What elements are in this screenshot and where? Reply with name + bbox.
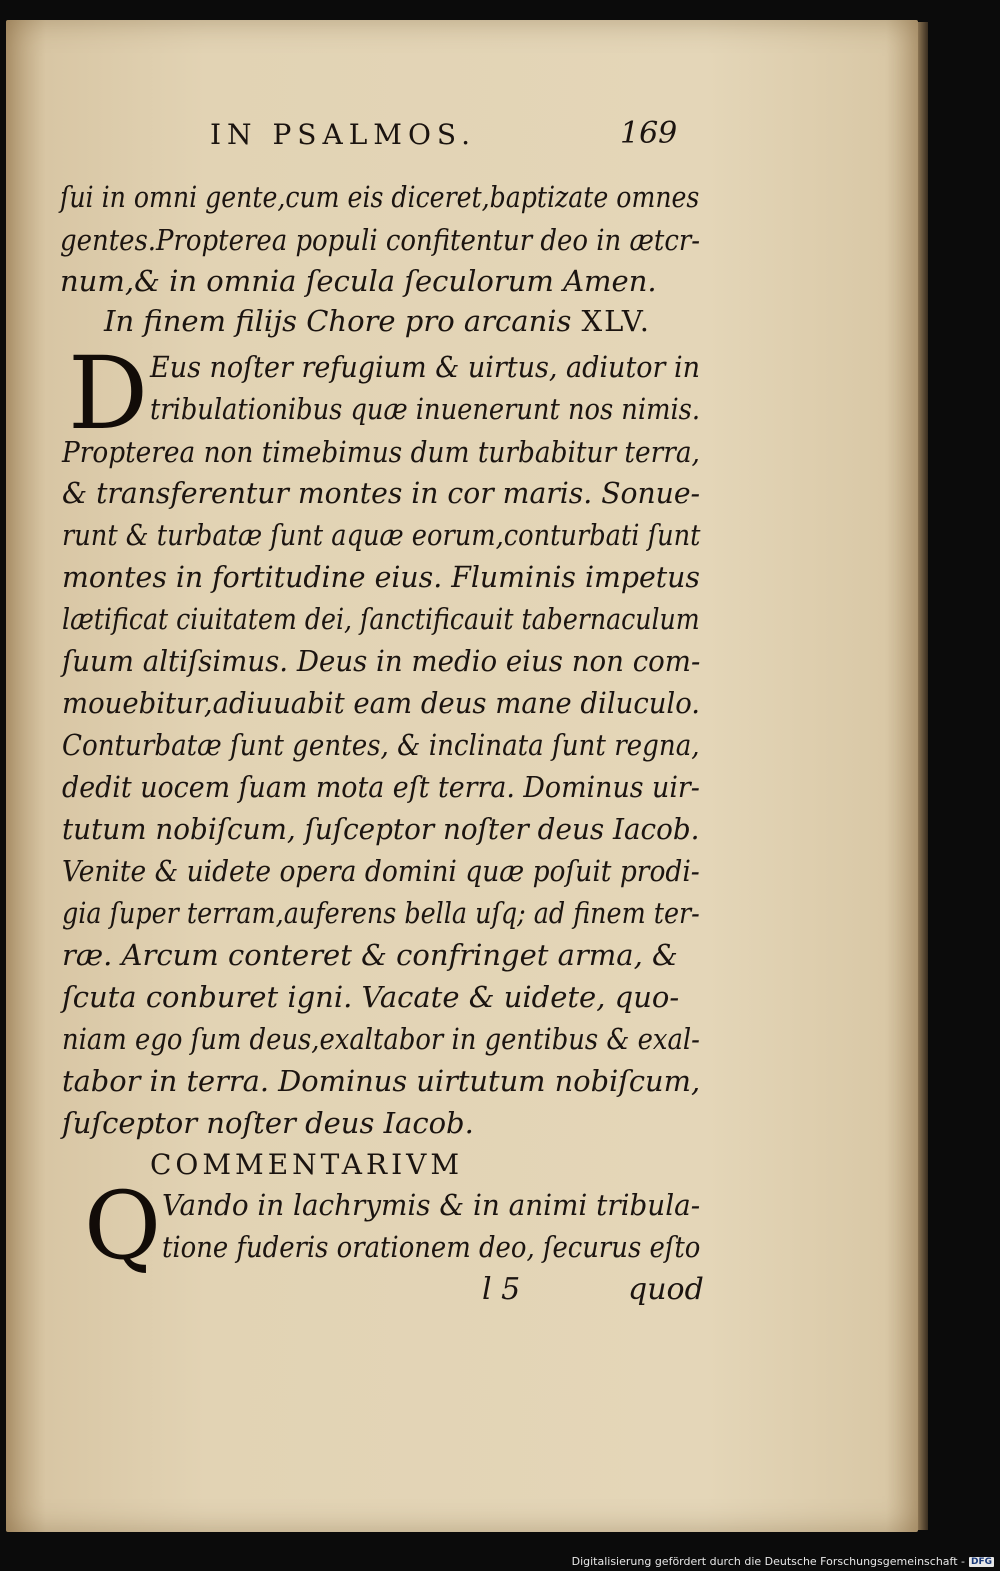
commentary-heading: COMMENTARIVM — [150, 1148, 464, 1181]
text-line: Conturbatæ ſunt gentes, & inclinata ſunt regna, — [62, 728, 700, 762]
text-line: montes in fortitudine eius. Fluminis impetus — [62, 560, 700, 594]
catchword: quod — [628, 1272, 704, 1307]
text-line: gentes.Propterea populi confitentur deo in ætcr- — [60, 223, 701, 257]
text-line: Eus noſter refugium & uirtus, adiutor in — [150, 350, 701, 384]
text-line: num,& in omnia ſecula ſeculorum Amen. — [60, 264, 657, 298]
text-line: gia ſuper terram,auferens bella uſq; ad finem ter- — [62, 896, 700, 930]
running-title: IN PSALMOS. — [210, 118, 477, 151]
text-line: Vando in lachrymis & in animi tribula- — [162, 1188, 701, 1222]
text-line: & transferentur montes in cor maris. Sonue- — [62, 476, 701, 510]
text-line: runt & turbatæ ſunt aquæ eorum,conturbati ſunt — [62, 518, 701, 552]
psalm-initial: D — [68, 335, 149, 452]
folio-number: 169 — [620, 116, 678, 151]
page-edge — [918, 22, 928, 1530]
dfg-logo: DFG — [970, 1556, 992, 1567]
text-line: ſuſceptor noſter deus Iacob. — [62, 1106, 474, 1140]
text-line: dedit uocem ſuam mota eſt terra. Dominus uir- — [62, 770, 700, 804]
text-line: Venite & uidete opera domini quæ poſuit prodi- — [62, 854, 700, 888]
text-line: tutum nobiſcum, ſuſceptor noſter deus Iacob. — [62, 812, 700, 846]
footer-credit — [572, 1555, 994, 1568]
text-line: tribulationibus quæ inuenerunt nos nimis. — [150, 392, 701, 426]
commentary-initial: Q — [84, 1172, 162, 1281]
text-line: ſcuta conburet igni. Vacate & uidete, quo- — [62, 980, 680, 1014]
psalm-title — [104, 304, 651, 338]
footer-credit-text: Digitalisierung gefördert durch die Deutsche Forschungsgemeinschaft - — [571, 1555, 965, 1568]
text-line: ſui in omni gente,cum eis diceret,baptizate omnes — [60, 180, 700, 214]
psalm-title-text: In finem filijs Chore pro arcanis — [104, 304, 572, 338]
text-line: mouebitur,adiuuabit eam deus mane diluculo. — [62, 686, 701, 720]
text-line: tione fuderis orationem deo, ſecurus eſto — [162, 1230, 701, 1264]
text-line: niam ego ſum deus,exaltabor in gentibus & exal- — [62, 1022, 700, 1056]
psalm-number: XLV. — [581, 304, 651, 338]
text-line: ræ. Arcum conteret & confringet arma, & — [62, 938, 678, 972]
text-line: lætificat ciuitatem dei, ſanctificauit tabernaculum — [62, 602, 700, 636]
text-line: Propterea non timebimus dum turbabitur terra, — [62, 435, 700, 469]
text-line: ſuum altiſsimus. Deus in medio eius non com- — [62, 644, 701, 678]
text-line: tabor in terra. Dominus uirtutum nobiſcum, — [62, 1064, 701, 1098]
signature-mark: l 5 — [482, 1272, 521, 1307]
